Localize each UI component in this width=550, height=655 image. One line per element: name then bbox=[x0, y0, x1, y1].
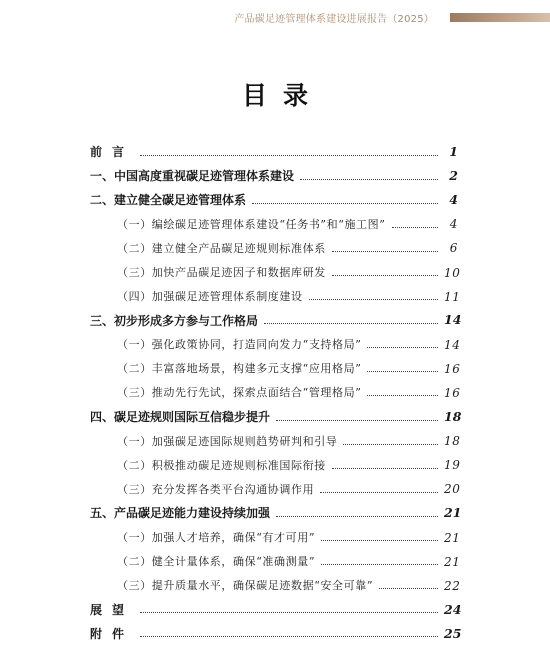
toc-leader-dots bbox=[140, 612, 438, 613]
toc-entry-label: 三、初步形成多方参与工作格局 bbox=[90, 313, 259, 328]
toc-section-entry[interactable] bbox=[90, 429, 461, 453]
toc-section-entry[interactable] bbox=[90, 212, 458, 236]
toc-section-entry[interactable] bbox=[90, 574, 461, 598]
toc-leader-dots bbox=[140, 636, 438, 637]
toc-leader-dots bbox=[276, 420, 438, 421]
toc-chapter-entry[interactable] bbox=[90, 140, 458, 164]
toc-page-number: 1 bbox=[449, 143, 458, 159]
toc-entry-label: 一、中国高度重视碳足迹管理体系建设 bbox=[90, 169, 295, 184]
toc-page-number: 4 bbox=[449, 217, 458, 232]
toc-leader-dots bbox=[367, 371, 438, 372]
toc-entry-label: （三）加快产品碳足迹因子和数据库研发 bbox=[117, 266, 326, 280]
toc-page-number: 4 bbox=[449, 191, 458, 207]
toc-page-number: 24 bbox=[444, 601, 462, 617]
toc-leader-dots bbox=[140, 155, 438, 156]
toc-leader-dots bbox=[321, 540, 438, 541]
toc-page-number: 21 bbox=[444, 530, 461, 545]
toc-section-entry[interactable] bbox=[90, 357, 461, 381]
toc-chapter-entry[interactable] bbox=[90, 188, 458, 212]
toc-section-entry[interactable] bbox=[90, 453, 461, 477]
toc-leader-dots bbox=[300, 179, 438, 180]
toc-leader-dots bbox=[320, 492, 438, 493]
toc-section-entry[interactable] bbox=[90, 260, 461, 284]
toc-chapter-entry[interactable] bbox=[90, 598, 462, 622]
toc-page-number: 22 bbox=[444, 578, 461, 593]
toc-leader-dots bbox=[264, 323, 438, 324]
toc-entry-label: 前言 bbox=[90, 145, 135, 160]
toc-entry-label: （一）强化政策协同，打造同向发力“支持格局” bbox=[117, 338, 362, 352]
toc-chapter-entry[interactable] bbox=[90, 622, 462, 646]
toc-page-number: 16 bbox=[444, 385, 461, 400]
toc-entry-label: （二）积极推动碳足迹规则标准国际衔接 bbox=[117, 458, 326, 472]
toc-leader-dots bbox=[252, 203, 438, 204]
toc-leader-dots bbox=[367, 395, 438, 396]
toc-page-number: 6 bbox=[449, 241, 458, 256]
toc-leader-dots bbox=[332, 251, 438, 252]
toc-entry-label: 四、碳足迹规则国际互信稳步提升 bbox=[90, 410, 271, 425]
toc-leader-dots bbox=[379, 588, 438, 589]
toc-page-number: 18 bbox=[444, 408, 462, 424]
toc-leader-dots bbox=[309, 299, 438, 300]
toc-entry-label: （三）充分发挥各类平台沟通协调作用 bbox=[117, 482, 315, 496]
toc-leader-dots bbox=[367, 347, 438, 348]
toc-page-number: 21 bbox=[444, 505, 462, 521]
toc-entry-label: 五、产品碳足迹能力建设持续加强 bbox=[90, 506, 271, 521]
toc-page-number: 10 bbox=[444, 265, 461, 280]
toc-entry-label: （一）加强碳足迹国际规则趋势研判和引导 bbox=[117, 434, 338, 448]
header-accent-bar bbox=[450, 13, 550, 22]
toc-leader-dots bbox=[276, 516, 438, 517]
toc-page-number: 14 bbox=[444, 312, 462, 328]
page-title: 目录 bbox=[241, 81, 324, 110]
toc-chapter-entry[interactable] bbox=[90, 309, 462, 333]
toc-page-number: 16 bbox=[444, 361, 461, 376]
report-title: 产品碳足迹管理体系建设进展报告（2025） bbox=[234, 14, 434, 25]
toc-entry-label: （三）提升质量水平，确保碳足迹数据“安全可靠” bbox=[117, 579, 374, 593]
toc-chapter-entry[interactable] bbox=[90, 164, 458, 188]
toc-leader-dots bbox=[392, 227, 439, 228]
toc-entry-label: （一）编绘碳足迹管理体系建设“任务书”和“施工图” bbox=[117, 217, 386, 231]
toc-section-entry[interactable] bbox=[90, 526, 461, 550]
toc-page-number: 18 bbox=[444, 434, 461, 449]
toc-entry-label: （二）丰富落地场景，构建多元支撑“应用格局” bbox=[117, 362, 362, 376]
toc-leader-dots bbox=[343, 444, 438, 445]
toc-entry-label: （三）推动先行先试，探索点面结合“管理格局” bbox=[117, 386, 362, 400]
toc-section-entry[interactable] bbox=[90, 550, 461, 574]
toc-section-entry[interactable] bbox=[90, 236, 458, 260]
table-of-contents bbox=[90, 140, 462, 646]
toc-entry-label: （二）健全计量体系，确保“准确测量” bbox=[117, 555, 316, 569]
toc-chapter-entry[interactable] bbox=[90, 501, 462, 525]
toc-page-number: 21 bbox=[444, 554, 461, 569]
toc-entry-label: 二、建立健全碳足迹管理体系 bbox=[90, 193, 247, 208]
toc-section-entry[interactable] bbox=[90, 333, 461, 357]
toc-leader-dots bbox=[321, 564, 438, 565]
toc-entry-label: （一）加强人才培养，确保“有才可用” bbox=[117, 531, 316, 545]
toc-section-entry[interactable] bbox=[90, 477, 461, 501]
toc-leader-dots bbox=[332, 275, 438, 276]
toc-entry-label: （二）建立健全产品碳足迹规则标准体系 bbox=[117, 241, 326, 255]
toc-page-number: 11 bbox=[444, 289, 461, 304]
toc-entry-label: 展望 bbox=[90, 602, 135, 617]
page-header bbox=[0, 10, 550, 26]
toc-page-number: 20 bbox=[444, 482, 461, 497]
toc-page-number: 2 bbox=[449, 167, 458, 183]
toc-page-number: 19 bbox=[444, 458, 461, 473]
toc-chapter-entry[interactable] bbox=[90, 405, 462, 429]
toc-page-number: 25 bbox=[444, 625, 462, 641]
toc-section-entry[interactable] bbox=[90, 285, 461, 309]
toc-leader-dots bbox=[332, 468, 438, 469]
toc-section-entry[interactable] bbox=[90, 381, 461, 405]
toc-entry-label: 附件 bbox=[90, 626, 135, 641]
toc-entry-label: （四）加强碳足迹管理体系制度建设 bbox=[117, 290, 303, 304]
toc-page-number: 14 bbox=[444, 337, 461, 352]
